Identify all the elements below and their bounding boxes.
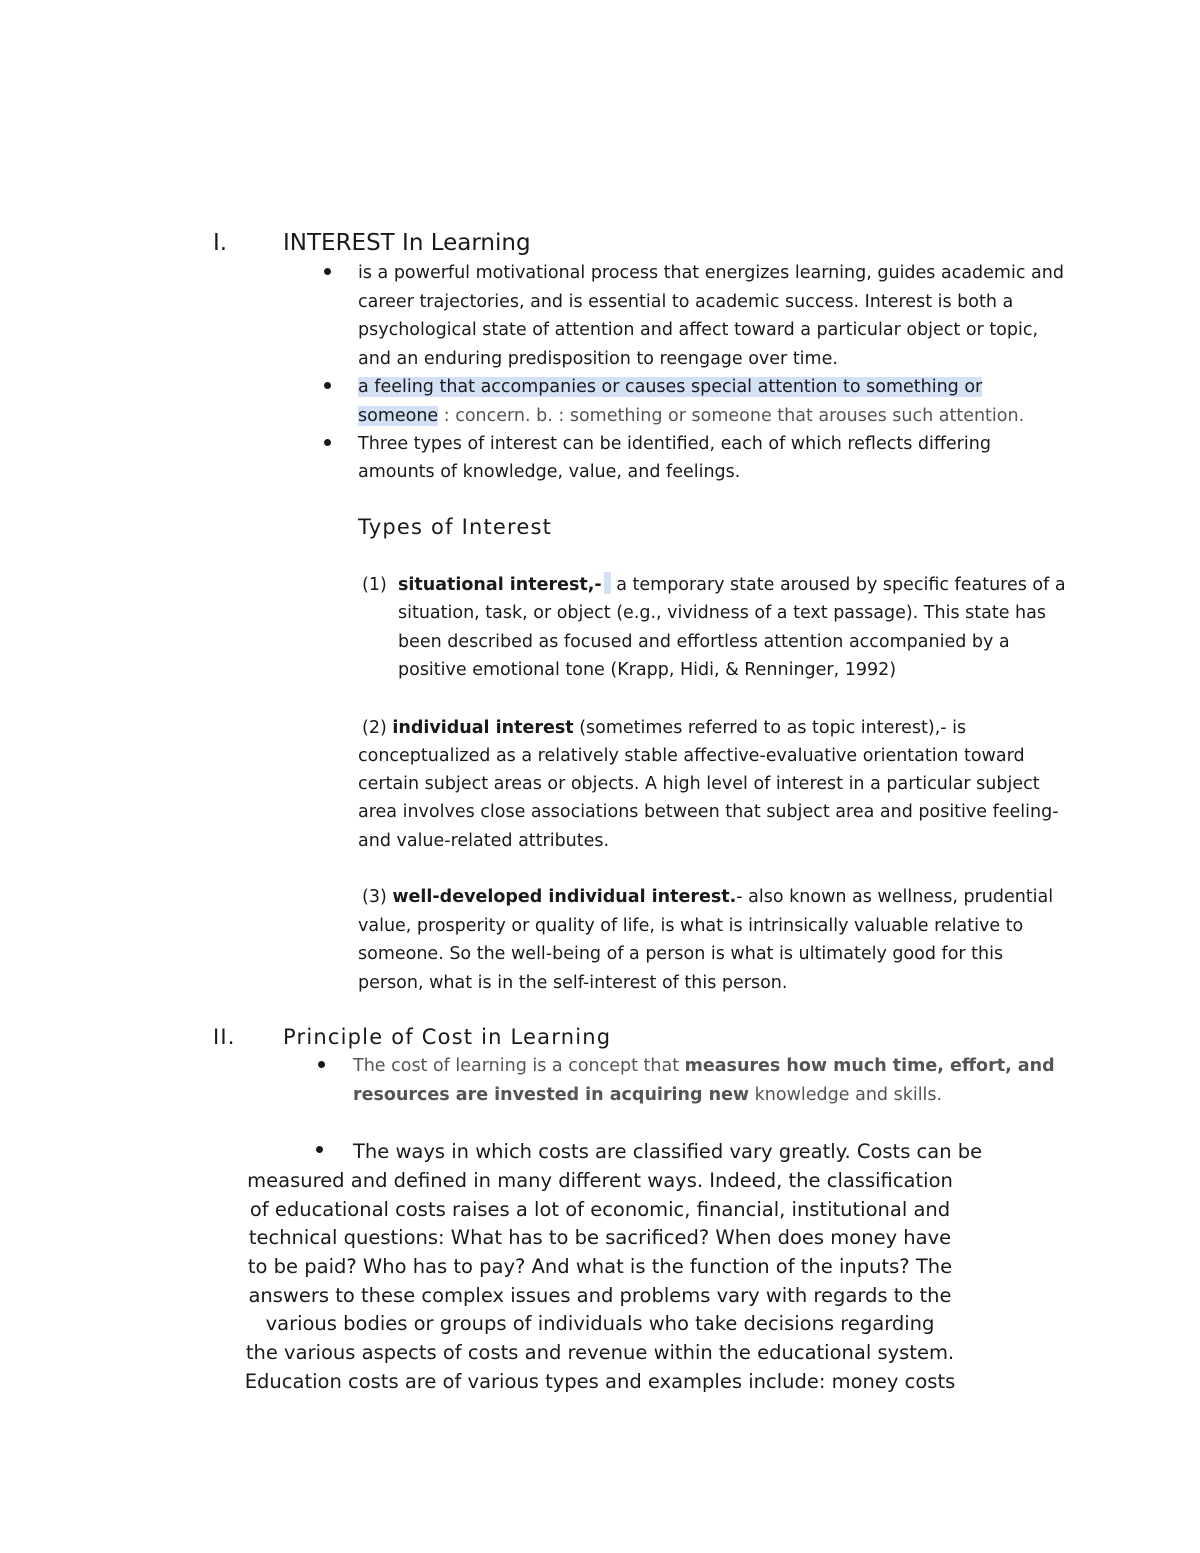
bullet2-line-2 xyxy=(358,402,1024,431)
cost-text-a: The cost of learning is a concept that xyxy=(353,1056,685,1076)
bullet1-line-2: career trajectories, and is essential to academic success. Interest is both a xyxy=(358,292,1014,312)
type2-line-1 xyxy=(362,714,966,743)
type2-line-2: conceptualized as a relatively stable affective-evaluative orientation toward xyxy=(358,746,1025,766)
type2-line-3: certain subject areas or objects. A high level of interest in a particular subject xyxy=(358,774,1040,794)
type3-line-4: person, what is in the self-interest of this person. xyxy=(358,973,788,993)
cost-text-b: measures how much time, effort, and xyxy=(684,1056,1055,1076)
highlighted-text: a feeling that accompanies or causes special attention to something or xyxy=(358,377,983,397)
type3-first: - also known as wellness, prudential xyxy=(736,887,1054,907)
costs-para-line-2: measured and defined in many different ways. Indeed, the classification xyxy=(247,1169,953,1192)
costs-para-line-3: of educational costs raises a lot of economic, financial, institutional and xyxy=(249,1198,951,1221)
section-1-title: INTEREST In Learning xyxy=(283,230,531,256)
costs-para-line-8: the various aspects of costs and revenue within the educational system. xyxy=(245,1341,955,1364)
type3-term: well-developed individual interest. xyxy=(392,887,737,907)
costs-para-line-7: various bodies or groups of individuals who take decisions regarding xyxy=(265,1312,935,1335)
cost-text-c: resources are invested in acquiring new xyxy=(353,1085,750,1105)
type3-line-2: value, prosperity or quality of life, is what is intrinsically valuable relative to xyxy=(358,916,1024,936)
costs-para-line-9: Education costs are of various types and examples include: money costs xyxy=(244,1370,956,1393)
bullet1-line-4: and an enduring predisposition to reengage over time. xyxy=(358,349,838,369)
section-2-numeral: II. xyxy=(213,1025,236,1049)
bullet-icon xyxy=(316,1146,323,1153)
type1-line-4: positive emotional tone (Krapp, Hidi, & Renninger, 1992) xyxy=(398,660,897,680)
cost-bullet-line-1 xyxy=(353,1052,1055,1081)
type1-line-3: been described as focused and effortless attention accompanied by a xyxy=(398,632,1010,652)
bullet-icon xyxy=(324,268,331,275)
type2-line-5: and value-related attributes. xyxy=(358,831,610,851)
type1-line-2: situation, task, or object (e.g., vividness of a text passage). This state has xyxy=(398,603,1046,623)
costs-para-line-1: The ways in which costs are classified vary greatly. Costs can be xyxy=(353,1140,983,1163)
highlighted-text: someone xyxy=(358,406,439,426)
types-subheading: Types of Interest xyxy=(358,515,553,539)
bullet2-line-1 xyxy=(358,373,982,402)
type2-first: (sometimes referred to as topic interest),- is xyxy=(573,718,967,738)
costs-para-line-6: answers to these complex issues and problems vary with regards to the xyxy=(248,1284,952,1307)
section-2-title: Principle of Cost in Learning xyxy=(283,1025,612,1049)
type1-first: a temporary state aroused by specific features of a xyxy=(610,575,1066,595)
bullet-icon xyxy=(324,439,331,446)
type2-line-4: area involves close associations between that subject area and positive feeling- xyxy=(358,802,1059,822)
type1-line-1 xyxy=(398,571,1066,600)
type1-term: situational interest,- xyxy=(398,575,602,595)
type2-term: individual interest xyxy=(392,718,574,738)
bullet3-line-2: amounts of knowledge, value, and feelings. xyxy=(358,462,741,482)
bullet-icon xyxy=(318,1061,325,1068)
section-1-numeral: I. xyxy=(213,230,228,256)
type1-number: (1) xyxy=(362,575,387,595)
bullet-icon xyxy=(324,382,331,389)
type2-number: (2) xyxy=(362,718,387,738)
type3-line-3: someone. So the well-being of a person is what is ultimately good for this xyxy=(358,944,1004,964)
text-cursor xyxy=(604,572,611,594)
costs-para-line-4: technical questions: What has to be sacrificed? When does money have xyxy=(248,1226,952,1249)
cost-bullet-line-2 xyxy=(353,1081,942,1110)
bullet1-line-1: is a powerful motivational process that energizes learning, guides academic and xyxy=(358,263,1064,283)
bullet3-line-1: Three types of interest can be identified, each of which reflects differing xyxy=(358,434,991,454)
type3-number: (3) xyxy=(362,887,387,907)
definition-text: : concern. b. : something or someone that arouses such attention. xyxy=(438,406,1025,426)
bullet1-line-3: psychological state of attention and affect toward a particular object or topic, xyxy=(358,320,1039,340)
costs-para-line-5: to be paid? Who has to pay? And what is the function of the inputs? The xyxy=(247,1255,953,1278)
cost-text-d: knowledge and skills. xyxy=(749,1085,943,1105)
type3-line-1 xyxy=(362,883,1053,912)
